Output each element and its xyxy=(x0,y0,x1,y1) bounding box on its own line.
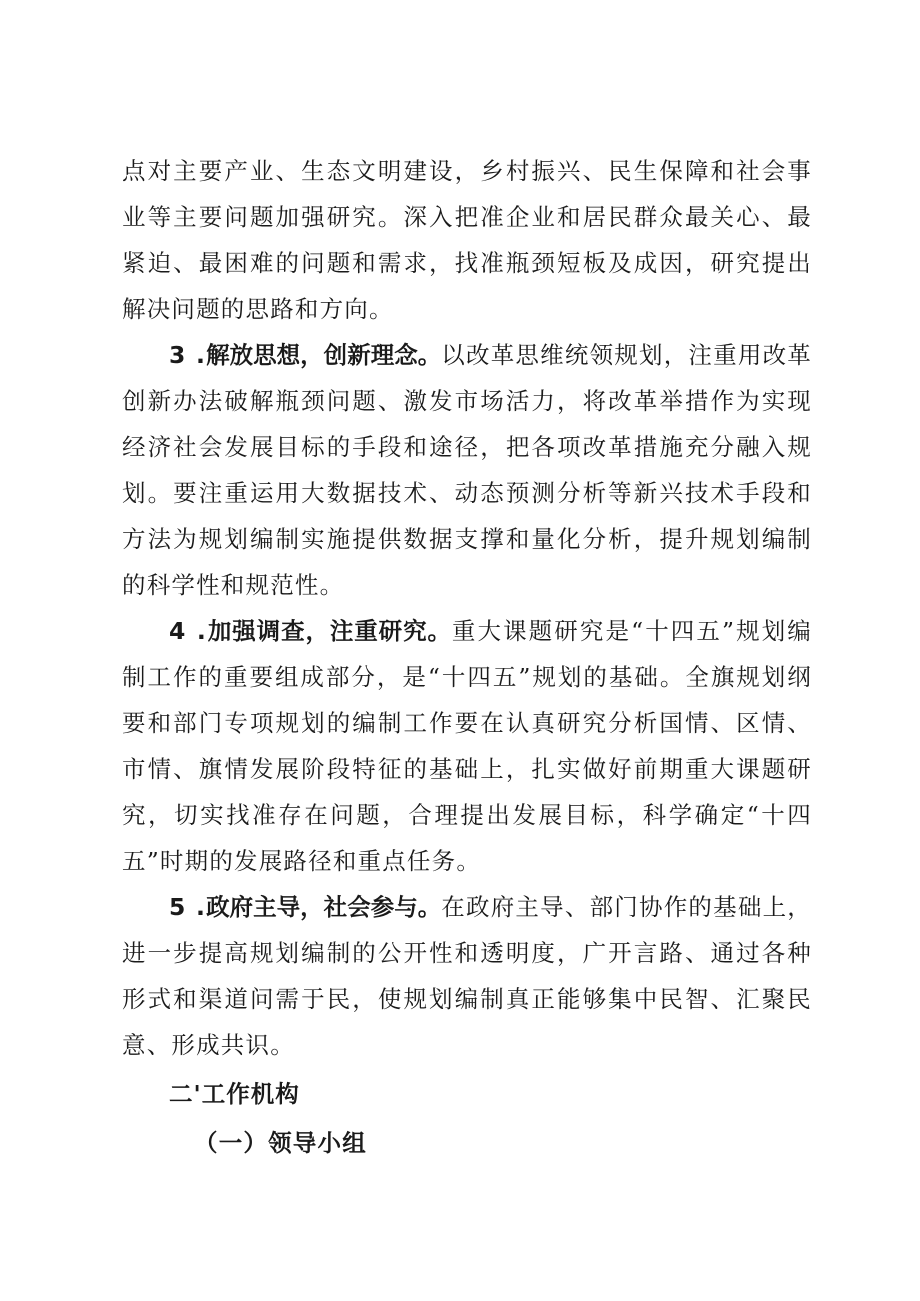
section-heading: 二'工作机构 xyxy=(169,1080,300,1108)
paragraph-item-4 xyxy=(122,608,812,884)
item-lead-heading: 政府主导，社会参与。 xyxy=(206,893,442,921)
item-lead-heading: 解放思想，创新理念。 xyxy=(206,341,442,369)
item-number: 5 . xyxy=(169,893,207,921)
document-page xyxy=(122,148,812,1166)
paragraph-text: 重大课题研究是“十四五”规划编制工作的重要组成部分，是“十四五”规划的基础。全旗规划纲要和部门专项规划的编制工作要在认真研究分析国情、区情、市情、旗情发展阶段特征的基础上，扎实做好前期重大课题研究，切实找准存在问题，合理提出发展目标，科学确定“十四五”时期的发展路径和重点任务。 xyxy=(122,617,813,875)
section-subheading: （一）领导小组 xyxy=(194,1129,367,1157)
paragraph-continued xyxy=(122,148,812,332)
paragraph-item-3 xyxy=(122,332,812,608)
paragraph-text: 以改革思维统领规划，注重用改革创新办法破解瓶颈问题、激发市场活力，将改革举措作为实现经济社会发展目标的手段和途径，把各项改革措施充分融入规划。要注重运用大数据技术、动态预测分析等新兴技术手段和方法为规划编制实施提供数据支撑和量化分析，提升规划编制的科学性和规范性。 xyxy=(122,341,813,599)
paragraph-item-5 xyxy=(122,884,812,1068)
paragraph-text: 在政府主导、部门协作的基础上，进一步提高规划编制的公开性和透明度，广开言路、通过各种形式和渠道问需于民，使规划编制真正能够集中民智、汇聚民意、形成共识。 xyxy=(122,893,813,1059)
item-number: 3 . xyxy=(169,341,207,369)
item-lead-heading: 加强调查，注重研究。 xyxy=(206,617,452,645)
paragraph-text: 点对主要产业、生态文明建设，乡村振兴、民生保障和社会事业等主要问题加强研究。深入把准企业和居民群众最关心、最紧迫、最困难的问题和需求，找准瓶颈短板及成因，研究提出解决问题的思路和方向。 xyxy=(122,157,812,323)
item-number: 4 . xyxy=(169,617,207,645)
